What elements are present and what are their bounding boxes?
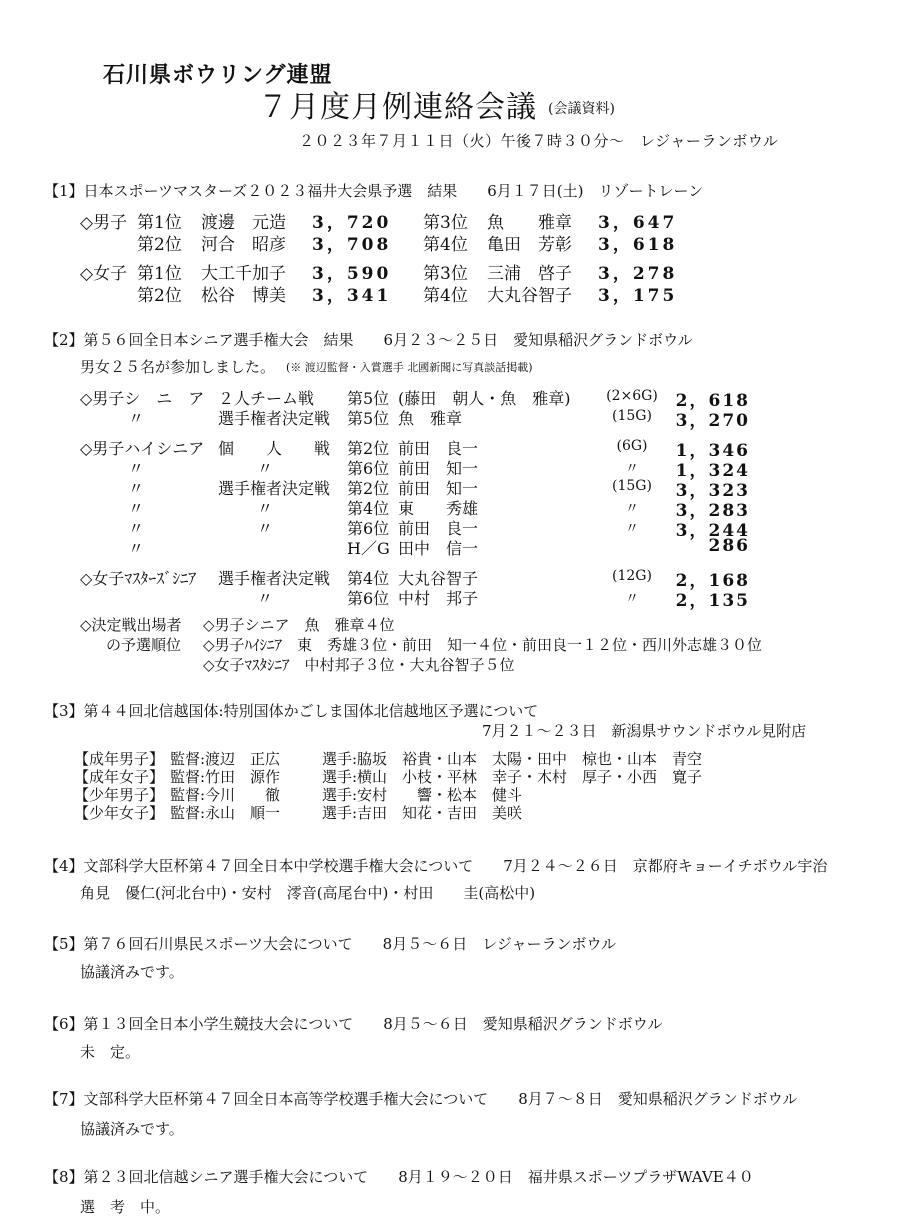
rank: 第4位	[347, 499, 390, 518]
rank: 第4位	[423, 286, 468, 306]
team-players: 選手:横山 小枝・平林 幸子・木村 厚子・小西 寛子	[322, 768, 703, 786]
games: (15G)	[612, 478, 652, 494]
section-7-body: 協議済みです。	[80, 1120, 184, 1138]
player-name: 松谷 博美	[201, 286, 286, 306]
section-4-body: 角見 優仁(河北台中)・安村 澪音(高尾台中)・村田 圭(高松中)	[80, 884, 536, 902]
section-4-heading: 【4】文部科学大臣杯第４７回全日本中学校選手権大会について 7月２４～２６日 京都府キョーイチボウル宇治	[44, 857, 828, 875]
event-label: ２人チーム戦	[218, 389, 315, 408]
rank: 第1位	[137, 264, 182, 284]
player-name: 魚 雅章	[487, 213, 572, 233]
rank: 第3位	[423, 213, 468, 233]
team-players: 選手:脇坂 裕貴・山本 太陽・田中 椋也・山本 青空	[322, 750, 703, 768]
score: 2，135	[675, 591, 750, 611]
player-name: 渡邊 元造	[201, 213, 286, 233]
qualifying-line: ◇女子ﾏｽﾀｼﾆｱ 中村邦子３位・大丸谷智子５位	[203, 656, 515, 674]
team-coach: 監督:今川 徹	[170, 786, 281, 804]
games: 〃	[625, 521, 639, 537]
score: 3，590	[312, 264, 392, 284]
section-3-heading: 【3】第４４回北信越国体:特別国体かごしま国体北信越地区予選について	[44, 702, 539, 720]
section-8-heading: 【8】第２３回北信越シニア選手権大会について 8月１９～２０日 福井県スポーツプラザWAVE４０	[44, 1168, 754, 1186]
score: 2，168	[675, 571, 750, 591]
document-title: ７月度月例連絡会議	[258, 90, 537, 125]
rank: 第4位	[423, 235, 468, 255]
score: 3，283	[675, 501, 750, 521]
category-label: ◇女子	[80, 264, 128, 284]
games: 〃	[625, 501, 639, 517]
qualifying-line: ◇男子シニア 魚 雅章４位	[203, 616, 395, 634]
qualifying-line: ◇男子ﾊｲｼﾆｱ 東 秀雄３位・前田 知一４位・前田良一１２位・西川外志雄３０位	[203, 636, 763, 654]
player-name: 大工千加子	[201, 264, 286, 284]
score: 3，270	[675, 411, 750, 431]
ditto-mark: 〃	[257, 519, 274, 538]
score: 3，708	[312, 235, 392, 255]
ditto-mark: 〃	[128, 499, 145, 518]
category-label: ◇男子	[80, 213, 128, 233]
qualifying-label: ◇決定戦出場者	[80, 616, 182, 634]
section-1-heading: 【1】日本スポーツマスターズ２０２３福井大会県予選 結果 6月１７日(土) リゾートレーン	[44, 182, 704, 200]
player-name: 前田 良一	[398, 519, 479, 538]
player-name: 田中 信一	[398, 539, 479, 558]
section-2-intro: 男女２５名が参加しました。	[80, 358, 276, 376]
score: 3，244	[675, 521, 750, 541]
player-name: 東 秀雄	[398, 499, 479, 518]
team-players: 選手:安村 響・松本 健斗	[322, 786, 523, 804]
rank: 第5位	[347, 389, 390, 408]
score: 1，324	[675, 461, 750, 481]
team-category: 【少年男子】	[74, 786, 165, 804]
rank: 第3位	[423, 264, 468, 284]
team-coach: 監督:渡辺 正広	[170, 750, 281, 768]
ditto-mark: 〃	[257, 499, 274, 518]
category-label: ◇女子ﾏｽﾀｰｽﾞｼﾆｱ	[80, 569, 197, 588]
score: 3，175	[598, 286, 678, 306]
document-title-note: (会議資料)	[548, 101, 615, 117]
score: 3，323	[675, 481, 750, 501]
games: (15G)	[612, 408, 652, 424]
rank: H／G	[347, 539, 390, 558]
score: 286	[708, 536, 750, 556]
rank: 第5位	[347, 409, 390, 428]
team-coach: 監督:永山 順一	[170, 804, 281, 822]
rank: 第6位	[347, 519, 390, 538]
games: 〃	[625, 461, 639, 477]
ditto-mark: 〃	[257, 589, 274, 608]
player-name: (藤田 朝人・魚 雅章)	[398, 389, 571, 408]
player-name: 三浦 啓子	[487, 264, 572, 284]
section-2-heading: 【2】第５６回全日本シニア選手権大会 結果 6月２３～２５日 愛知県稲沢グランドボウル	[44, 331, 693, 349]
section-2-note: (※ 渡辺監督・入賞選手 北國新聞に写真談話掲載)	[286, 361, 533, 374]
section-6-body: 未 定。	[80, 1043, 141, 1061]
player-name: 大丸谷智子	[487, 286, 572, 306]
event-label: 個 人 戦	[218, 439, 331, 458]
ditto-mark: 〃	[128, 539, 145, 558]
team-category: 【成年男子】	[74, 750, 165, 768]
games: 〃	[625, 591, 639, 607]
player-name: 亀田 芳彰	[487, 235, 572, 255]
score: 1，346	[675, 441, 750, 461]
score: 2，618	[675, 391, 750, 411]
player-name: 前田 知一	[398, 459, 479, 478]
meeting-datetime-venue: ２０２３年７月１１日（火）午後７時３０分～ レジャーランボウル	[299, 132, 779, 150]
rank: 第2位	[137, 235, 182, 255]
ditto-mark: 〃	[257, 459, 274, 478]
section-3-date: 7月２１～２３日 新潟県サウンドボウル見附店	[482, 722, 807, 740]
category-label: ◇男子シ ニ ア	[80, 389, 205, 408]
team-coach: 監督:竹田 源作	[170, 768, 281, 786]
ditto-mark: 〃	[128, 459, 145, 478]
rank: 第6位	[347, 589, 390, 608]
section-6-heading: 【6】第１３回全日本小学生競技大会について 8月５～６日 愛知県稲沢グランドボウル	[44, 1015, 663, 1033]
ditto-mark: 〃	[128, 519, 145, 538]
ditto-mark: 〃	[128, 409, 145, 428]
rank: 第4位	[347, 569, 390, 588]
rank: 第2位	[347, 439, 390, 458]
qualifying-label: の予選順位	[106, 636, 182, 654]
rank: 第6位	[347, 459, 390, 478]
team-category: 【少年女子】	[74, 804, 165, 822]
section-8-body: 選 考 中。	[80, 1198, 171, 1216]
score: 3，618	[598, 235, 678, 255]
player-name: 大丸谷智子	[398, 569, 479, 588]
score: 3，720	[312, 213, 392, 233]
category-label: ◇男子ハイシニア	[80, 439, 205, 458]
player-name: 前田 良一	[398, 439, 479, 458]
team-category: 【成年女子】	[74, 768, 165, 786]
section-5-body: 協議済みです。	[80, 963, 184, 981]
score: 3，341	[312, 286, 392, 306]
ditto-mark: 〃	[128, 479, 145, 498]
section-5-heading: 【5】第７６回石川県民スポーツ大会について 8月５～６日 レジャーランボウル	[44, 935, 617, 953]
event-label: 選手権者決定戦	[218, 569, 331, 588]
team-players: 選手:吉田 知花・吉田 美咲	[322, 804, 523, 822]
event-label: 選手権者決定戦	[218, 479, 331, 498]
organization-name: 石川県ボウリング連盟	[103, 62, 333, 88]
rank: 第2位	[347, 479, 390, 498]
player-name: 魚 雅章	[398, 409, 463, 428]
games: (2×6G)	[606, 388, 658, 404]
rank: 第2位	[137, 286, 182, 306]
player-name: 河合 昭彦	[201, 235, 286, 255]
rank: 第1位	[137, 213, 182, 233]
games: (6G)	[616, 438, 648, 454]
score: 3，278	[598, 264, 678, 284]
player-name: 中村 邦子	[398, 589, 479, 608]
event-label: 選手権者決定戦	[218, 409, 331, 428]
score: 3，647	[598, 213, 678, 233]
player-name: 前田 知一	[398, 479, 479, 498]
games: (12G)	[612, 568, 652, 584]
section-7-heading: 【7】文部科学大臣杯第４７回全日本高等学校選手権大会について 8月７～８日 愛知県稲沢グランドボウル	[44, 1090, 798, 1108]
